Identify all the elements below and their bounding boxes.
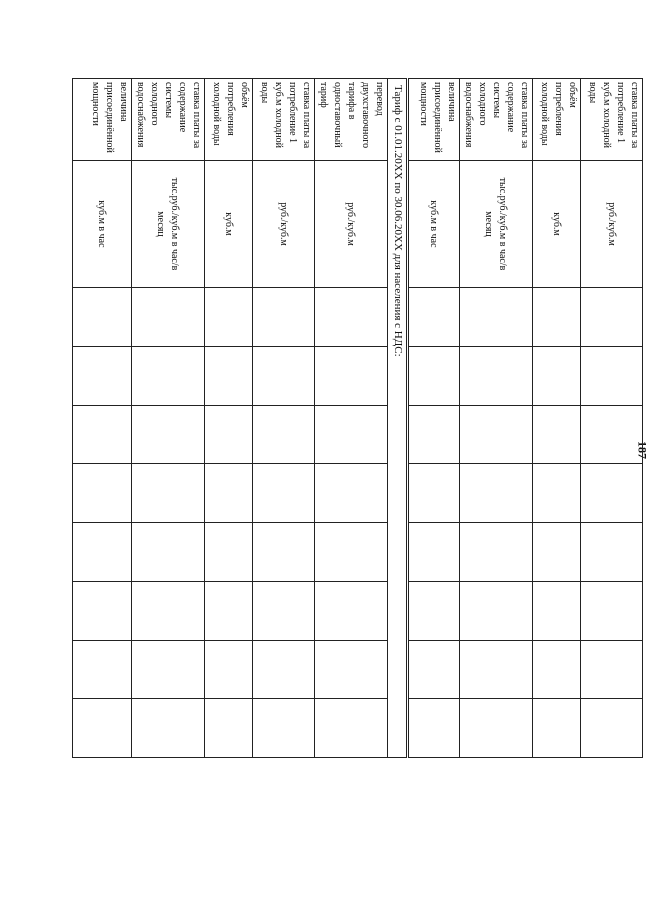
value-cell (408, 464, 460, 523)
row-name-cell: величина присоединённой мощности (73, 79, 132, 161)
value-cell (408, 346, 460, 405)
value-cell (581, 581, 643, 640)
value-cell (253, 405, 315, 464)
unit-cell: куб.м (205, 161, 253, 288)
unit-cell: куб.м в час (73, 161, 132, 288)
unit-cell: руб./куб.м (253, 161, 315, 288)
page-number: 187 (635, 441, 650, 459)
value-cell (460, 464, 533, 523)
unit-cell: руб./куб.м (315, 161, 388, 288)
value-cell (73, 581, 132, 640)
value-cell (533, 346, 581, 405)
value-cell (205, 699, 253, 758)
value-cell (253, 640, 315, 699)
value-cell (581, 346, 643, 405)
value-cell (315, 405, 388, 464)
value-cell (460, 405, 533, 464)
value-cell (73, 464, 132, 523)
value-cell (533, 581, 581, 640)
table-row (132, 79, 205, 758)
row-name-cell: объём потребления холодной воды (533, 79, 581, 161)
value-cell (205, 288, 253, 347)
value-cell (132, 288, 205, 347)
value-cell (533, 464, 581, 523)
value-cell (460, 288, 533, 347)
unit-cell: руб./куб.м (581, 161, 643, 288)
section-title: Тариф с 01.01.20XX по 30.06.20XX для населения с НДС: (388, 79, 408, 758)
value-cell (408, 288, 460, 347)
value-cell (73, 523, 132, 582)
unit-cell: куб.м в час (408, 161, 460, 288)
tariff-table (72, 78, 643, 758)
row-name-cell: величина присоединённой мощности (408, 79, 460, 161)
value-cell (253, 288, 315, 347)
value-cell (533, 523, 581, 582)
tariff-table-container (90, 78, 643, 758)
row-name-cell: ставка платы за потребление 1 куб.м холодной воды (253, 79, 315, 161)
row-name-cell: перевод двухставочного тарифа в одноставочный тариф (315, 79, 388, 161)
row-name-cell: ставка платы за содержание системы холодного водоснабжения (460, 79, 533, 161)
value-cell (581, 405, 643, 464)
value-cell (315, 346, 388, 405)
value-cell (205, 581, 253, 640)
table-row (315, 79, 388, 758)
value-cell (132, 405, 205, 464)
value-cell (460, 523, 533, 582)
table-row (205, 79, 253, 758)
table-row (533, 79, 581, 758)
value-cell (253, 464, 315, 523)
section-row (388, 79, 408, 758)
value-cell (253, 699, 315, 758)
value-cell (253, 523, 315, 582)
value-cell (205, 346, 253, 405)
value-cell (408, 581, 460, 640)
value-cell (132, 523, 205, 582)
value-cell (581, 288, 643, 347)
value-cell (533, 699, 581, 758)
value-cell (205, 464, 253, 523)
value-cell (73, 699, 132, 758)
value-cell (581, 699, 643, 758)
unit-cell: тыс.руб./куб.м в час/в месяц (460, 161, 533, 288)
value-cell (205, 523, 253, 582)
value-cell (460, 699, 533, 758)
row-name-cell: ставка платы за потребление 1 куб.м холодной воды (581, 79, 643, 161)
value-cell (315, 464, 388, 523)
value-cell (581, 640, 643, 699)
value-cell (408, 699, 460, 758)
value-cell (73, 288, 132, 347)
row-name-cell: объём потребления холодной воды (205, 79, 253, 161)
value-cell (132, 464, 205, 523)
value-cell (73, 346, 132, 405)
value-cell (460, 581, 533, 640)
value-cell (315, 699, 388, 758)
row-name-cell: ставка платы за содержание системы холодного водоснабжения (132, 79, 205, 161)
value-cell (315, 581, 388, 640)
value-cell (132, 699, 205, 758)
value-cell (73, 405, 132, 464)
unit-cell: тыс.руб./куб.м в час/в месяц (132, 161, 205, 288)
value-cell (315, 288, 388, 347)
value-cell (205, 405, 253, 464)
value-cell (408, 405, 460, 464)
value-cell (132, 581, 205, 640)
value-cell (253, 346, 315, 405)
value-cell (460, 640, 533, 699)
value-cell (253, 581, 315, 640)
value-cell (315, 640, 388, 699)
table-row (408, 79, 460, 758)
unit-cell: куб.м (533, 161, 581, 288)
table-row (73, 79, 132, 758)
table-row (253, 79, 315, 758)
value-cell (132, 640, 205, 699)
value-cell (73, 640, 132, 699)
value-cell (533, 640, 581, 699)
value-cell (132, 346, 205, 405)
value-cell (460, 346, 533, 405)
table-row (460, 79, 533, 758)
value-cell (581, 464, 643, 523)
value-cell (205, 640, 253, 699)
value-cell (315, 523, 388, 582)
table-row (581, 79, 643, 758)
value-cell (533, 405, 581, 464)
value-cell (408, 523, 460, 582)
value-cell (408, 640, 460, 699)
value-cell (533, 288, 581, 347)
value-cell (581, 523, 643, 582)
